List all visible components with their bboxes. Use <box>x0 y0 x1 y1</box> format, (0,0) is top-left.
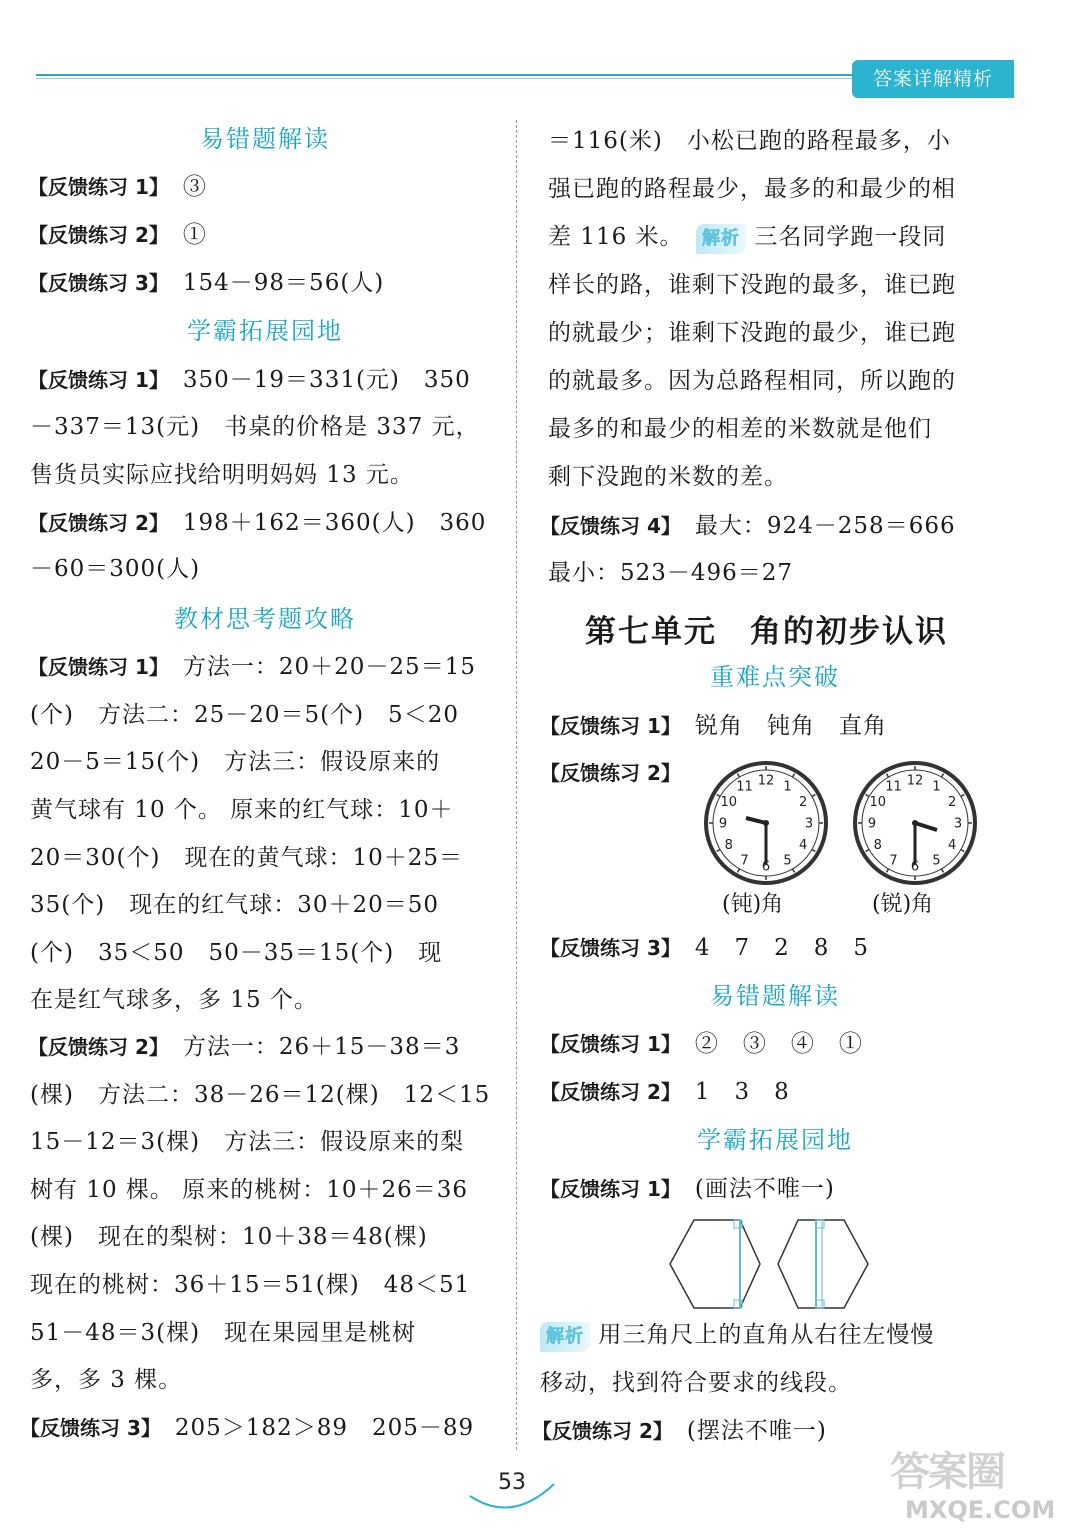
clock-numeral: 3 <box>804 816 814 832</box>
answer-line: 【反馈练习 2】 <box>540 761 681 785</box>
answer-line: －337＝13(元) 书桌的价格是 337 元， <box>30 414 480 440</box>
analysis-badge: 解析 <box>696 224 746 254</box>
answer-line: 【反馈练习 2】 ① <box>28 222 207 248</box>
answer-line: 【反馈练习 3】 205＞182＞89 205－89 <box>20 1415 475 1441</box>
answer-line: 黄气球有 10 个。 原来的红气球：10＋ <box>30 797 454 823</box>
clock-numeral: 1 <box>932 779 941 795</box>
answer-line: 【反馈练习 1】 (画法不唯一) <box>540 1176 835 1202</box>
answer-line: 最小：523－496＝27 <box>548 560 794 586</box>
clock-numeral: 10 <box>869 795 887 810</box>
answer-line: 20－5＝15(个) 方法三：假设原来的 <box>30 749 441 775</box>
answer-line: 【反馈练习 3】 4 7 2 8 5 <box>540 935 870 961</box>
header-rule <box>36 74 866 76</box>
answer-line: 解析 用三角尺上的直角从右往左慢慢 <box>540 1320 934 1352</box>
unit-title: 第七单元 角的初步认识 <box>585 614 948 650</box>
answer-line: 树有 10 棵。 原来的桃树：10＋26＝36 <box>30 1177 468 1203</box>
clock-numeral: 5 <box>932 853 941 869</box>
answer-line: 【反馈练习 2】 (摆法不唯一) <box>532 1418 827 1444</box>
clock-numeral: 4 <box>799 838 808 853</box>
clock-numeral: 8 <box>724 838 733 853</box>
answer-line: 强已跑的路程最少，最多的和最少的相 <box>548 176 956 202</box>
clock-obtuse <box>703 760 829 886</box>
clock-numeral: 6 <box>761 859 771 875</box>
answer-line: 现在的桃树：36＋15＝51(棵) 48＜51 <box>30 1272 471 1298</box>
clock-caption: (锐)角 <box>872 892 934 917</box>
clock-numeral: 2 <box>948 795 957 810</box>
section-title-xueba-2: 学霸拓展园地 <box>697 1126 853 1154</box>
clock-numeral: 11 <box>885 779 902 795</box>
hexagon-figures <box>664 1218 874 1310</box>
clock-numeral: 9 <box>718 816 728 832</box>
clock-numeral: 9 <box>867 816 877 832</box>
answer-line: 【反馈练习 1】 方法一：20＋20－25＝15 <box>28 654 476 680</box>
clock-numeral: 5 <box>783 853 792 869</box>
section-title-jiaocai: 教材思考题攻略 <box>174 605 356 633</box>
clock-numeral: 12 <box>906 773 924 789</box>
answer-line: 多，多 3 棵。 <box>30 1367 183 1393</box>
clock-numeral: 3 <box>953 816 963 832</box>
analysis-badge: 解析 <box>540 1322 590 1352</box>
header-tag: 答案详解精析 <box>852 60 1014 98</box>
answer-line: 移动，找到符合要求的线段。 <box>540 1370 852 1396</box>
clock-numeral: 12 <box>757 773 775 789</box>
answer-line: －60＝300(人) <box>30 556 201 582</box>
answer-line: 在是红气球多，多 15 个。 <box>30 987 318 1013</box>
section-title-xueba: 学霸拓展园地 <box>187 317 343 345</box>
clock-numeral: 4 <box>948 838 957 853</box>
answer-line: 【反馈练习 2】 方法一：26＋15－38＝3 <box>28 1034 461 1060</box>
answer-line: ＝116(米) 小松已跑的路程最多，小 <box>548 128 951 154</box>
clock-caption: (钝)角 <box>722 892 784 917</box>
answer-line: 差 116 米。 解析 三名同学跑一段同 <box>548 222 946 254</box>
answer-line: (棵) 现在的梨树：10＋38＝48(棵) <box>30 1224 428 1250</box>
answer-line: 【反馈练习 1】 ③ <box>28 174 207 200</box>
clock-numeral: 10 <box>720 795 738 810</box>
watermark-url: MXQE.COM <box>905 1496 1056 1524</box>
clock-numeral: 1 <box>783 779 792 795</box>
watermark-logo: 答案圈 <box>890 1449 1004 1495</box>
answer-line: 最多的和最少的相差的米数就是他们 <box>548 416 932 442</box>
clock-numeral: 7 <box>740 853 749 869</box>
column-divider <box>516 120 517 1450</box>
section-title-yicuo-2: 易错题解读 <box>710 982 840 1010</box>
answer-line: 【反馈练习 4】 最大：924－258＝666 <box>540 513 956 539</box>
answer-line: 35(个) 现在的红气球：30＋20＝50 <box>30 892 440 918</box>
header-rule-thin <box>36 78 866 79</box>
answer-line: 20＝30(个) 现在的黄气球：10＋25＝ <box>30 845 464 871</box>
clock-numeral: 11 <box>736 779 753 795</box>
clock-numeral: 7 <box>889 853 898 869</box>
answer-line: 剩下没跑的米数的差。 <box>548 464 788 490</box>
clock-numeral: 6 <box>910 859 920 875</box>
section-title-yicuo: 易错题解读 <box>200 125 330 153</box>
clock-numeral: 8 <box>873 838 882 853</box>
page-number: 53 <box>498 1470 526 1495</box>
answer-line: 【反馈练习 3】 154－98＝56(人) <box>28 270 385 296</box>
answer-line: 【反馈练习 1】 ② ③ ④ ① <box>540 1031 863 1057</box>
answer-line: 15－12＝3(棵) 方法三：假设原来的梨 <box>30 1129 465 1155</box>
answer-line: 【反馈练习 1】 锐角 钝角 直角 <box>540 713 887 739</box>
answer-line: 【反馈练习 2】 1 3 8 <box>540 1079 790 1105</box>
answer-line: (棵) 方法二：38－26＝12(棵) 12＜15 <box>30 1082 491 1108</box>
answer-line: 样长的路，谁剩下没跑的最多，谁已跑 <box>548 272 956 298</box>
answer-line: 51－48＝3(棵) 现在果园里是桃树 <box>30 1320 417 1346</box>
answer-line: (个) 35＜50 50－35＝15(个) 现 <box>30 940 443 966</box>
answer-line: 的就最少；谁剩下没跑的最少，谁已跑 <box>548 320 956 346</box>
answer-line: (个) 方法二：25－20＝5(个) 5＜20 <box>30 702 459 728</box>
answer-line: 【反馈练习 2】 198＋162＝360(人) 360 <box>28 510 487 536</box>
answer-line: 【反馈练习 1】 350－19＝331(元) 350 <box>28 367 471 393</box>
answer-line: 的就最多。因为总路程相同，所以跑的 <box>548 368 956 394</box>
section-title-zhongnan: 重难点突破 <box>710 663 840 691</box>
answer-line: 售货员实际应找给明明妈妈 13 元。 <box>30 462 414 488</box>
clock-acute <box>852 760 978 886</box>
clock-numeral: 2 <box>799 795 808 810</box>
